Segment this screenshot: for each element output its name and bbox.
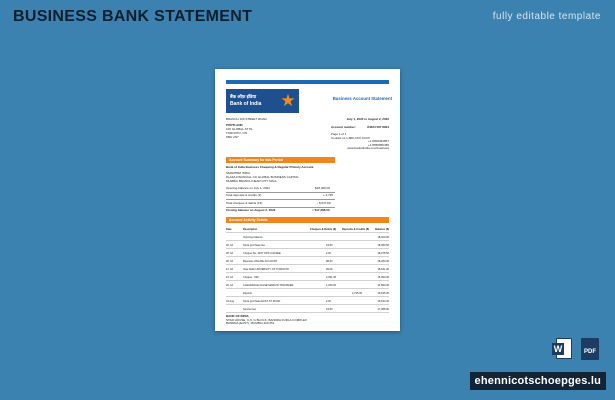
row-description: Visa Debit UNIVERSITY OF TORONTO — [243, 267, 289, 271]
pdf-file-icon[interactable] — [579, 338, 601, 360]
format-icons — [552, 338, 601, 360]
table-row — [226, 281, 389, 289]
statement-period: July 1, 2022 to August 2, 2022 — [346, 117, 389, 121]
row-date: 20 Jul — [226, 283, 233, 287]
summary-row-label: Total deposits & credits (3) — [226, 193, 262, 197]
contact-line: +1 8556865455 — [368, 142, 389, 147]
footer-line: BANDRA (EAST), MUMBAI 400 051 — [226, 321, 275, 325]
account-number: 84334 567 8904 — [367, 125, 389, 129]
row-description: Opening balance — [243, 235, 263, 239]
statement-top-bar — [226, 80, 389, 84]
row-date: 05 Jul — [226, 251, 233, 255]
row-description: Cheque - 592 — [243, 275, 259, 279]
bank-name: Bank of India — [230, 101, 262, 107]
row-debit: 2,091.00 — [326, 275, 337, 279]
word-letter: W — [553, 344, 563, 354]
row-description: Service fee — [243, 307, 256, 311]
table-row — [226, 297, 389, 305]
row-description: Deposit — [243, 291, 252, 295]
row-debit: 98.20 — [326, 259, 333, 263]
row-description: CLEARANCE FALSE MARGIN TRANSFER — [243, 283, 294, 287]
row-date: 15 Jul — [226, 275, 233, 279]
tagline: fully editable template — [492, 11, 601, 22]
word-file-icon[interactable] — [552, 338, 574, 360]
table-row — [226, 249, 389, 257]
branch-line: BRANCH 100 STREET ROAD — [226, 117, 267, 121]
row-balance: 17,388.00 — [377, 307, 389, 311]
summary-row-value: = $17,388.00 — [312, 208, 330, 212]
row-credit: 4,745.00 — [352, 291, 363, 295]
row-balance: 19,635.30 — [377, 291, 389, 295]
table-row — [226, 233, 389, 241]
page-title: BUSINESS BANK STATEMENT — [13, 8, 253, 25]
table-row — [226, 305, 389, 313]
row-balance: 18,378.50 — [377, 251, 389, 255]
contact-line: Contact us 1-800-XXX-XXXX — [331, 135, 370, 140]
table-row — [226, 265, 389, 273]
row-balance: 18,280.30 — [377, 259, 389, 263]
table-header — [226, 225, 389, 233]
star-logo-icon: ★ — [280, 91, 296, 110]
summary-line: MUMBAI BRANCH NEAR CITY MALL — [226, 179, 277, 183]
summary-row-label: Total cheques & debits (13) — [226, 201, 263, 205]
row-debit: 1,200.00 — [326, 283, 337, 287]
contact-line: www.bankofindia.com/business — [347, 146, 389, 150]
row-debit: 2.00 — [326, 251, 332, 255]
address-line: M5H 2N7 — [226, 135, 239, 139]
table-row — [226, 289, 389, 297]
row-debit: 2.00 — [326, 299, 332, 303]
summary-divider — [226, 199, 335, 200]
row-debit: 99.00 — [326, 267, 333, 271]
column-header: Deposits & Credits ($) — [342, 227, 370, 231]
bank-name-hindi: बैंक ऑफ़ इंडिया — [230, 94, 257, 99]
activity-section-bar: Account Activity Details — [226, 217, 389, 223]
footer-line: STAR HOUSE, C-5, G BLOCK, BANDRA KURLA COMPLEX — [226, 317, 307, 322]
summary-row-label: Opening balance on July 1, 2022 — [226, 186, 270, 190]
column-header: Description — [243, 227, 258, 231]
summary-line: Bank of India Business Chequing & Regular Primary Account — [226, 165, 314, 169]
pdf-label: PDF — [584, 349, 596, 355]
row-date: 01 Aug — [226, 299, 235, 303]
table-row — [226, 241, 389, 249]
statement-preview[interactable] — [215, 69, 400, 331]
summary-line: PLAZA FINANCIAL CO GLOBAL BUSINESS CAPITAL — [226, 175, 299, 179]
contact-line: Page 1 of 1 — [331, 132, 347, 136]
summary-row-label: Closing balance on August 2, 2022 — [226, 208, 276, 212]
statement-title: Business Account Statement — [332, 96, 392, 101]
row-date: 06 Jul — [226, 259, 233, 263]
row-balance: 18,181.30 — [377, 267, 389, 271]
row-description: Business ONLINE ACCOUNT — [243, 259, 278, 263]
row-balance: 19,633.30 — [377, 299, 389, 303]
row-balance: 14,890.30 — [377, 283, 389, 287]
footer-line: BANK OF INDIA — [226, 314, 249, 318]
row-debit: 19.50 — [326, 307, 333, 311]
row-debit: 19.50 — [326, 243, 333, 247]
row-description: Store purchase EAST ST ROAD — [243, 299, 281, 303]
website-badge[interactable]: ehennicotschoepges.lu — [470, 372, 606, 390]
row-description: Cheque No. 4157 OPS COFFEE — [243, 251, 281, 255]
row-balance: 16,090.30 — [377, 275, 389, 279]
summary-section-bar: Account Summary for this Period — [226, 157, 335, 163]
table-row — [226, 273, 389, 281]
row-balance: 18,380.50 — [377, 243, 389, 247]
row-balance: 18,400.00 — [377, 235, 389, 239]
summary-row-value: - 8,037.80 — [317, 201, 331, 205]
column-header: Date — [226, 227, 232, 231]
row-date: 02 Jul — [226, 243, 233, 247]
summary-row-value: + 4,745 — [323, 193, 334, 197]
address-line: 100 GLOBAL ST PL — [226, 127, 253, 131]
table-row — [226, 257, 389, 265]
summary-line: SMARTBIZ INDIA — [226, 171, 250, 175]
column-header: Cheques & Debits ($) — [310, 227, 337, 231]
account-label: Account number: — [331, 125, 356, 129]
summary-row-value: $18,400.00 — [315, 186, 331, 190]
bank-logo — [226, 89, 299, 113]
row-date: 12 Jul — [226, 267, 233, 271]
address-line: PORTLAND — [226, 123, 243, 127]
column-header: Balance ($) — [375, 227, 389, 231]
contact-line: +1 8006364867 — [368, 139, 389, 143]
row-description: Store purchase fee — [243, 243, 265, 247]
address-line: TORONTO, ON — [226, 131, 248, 135]
